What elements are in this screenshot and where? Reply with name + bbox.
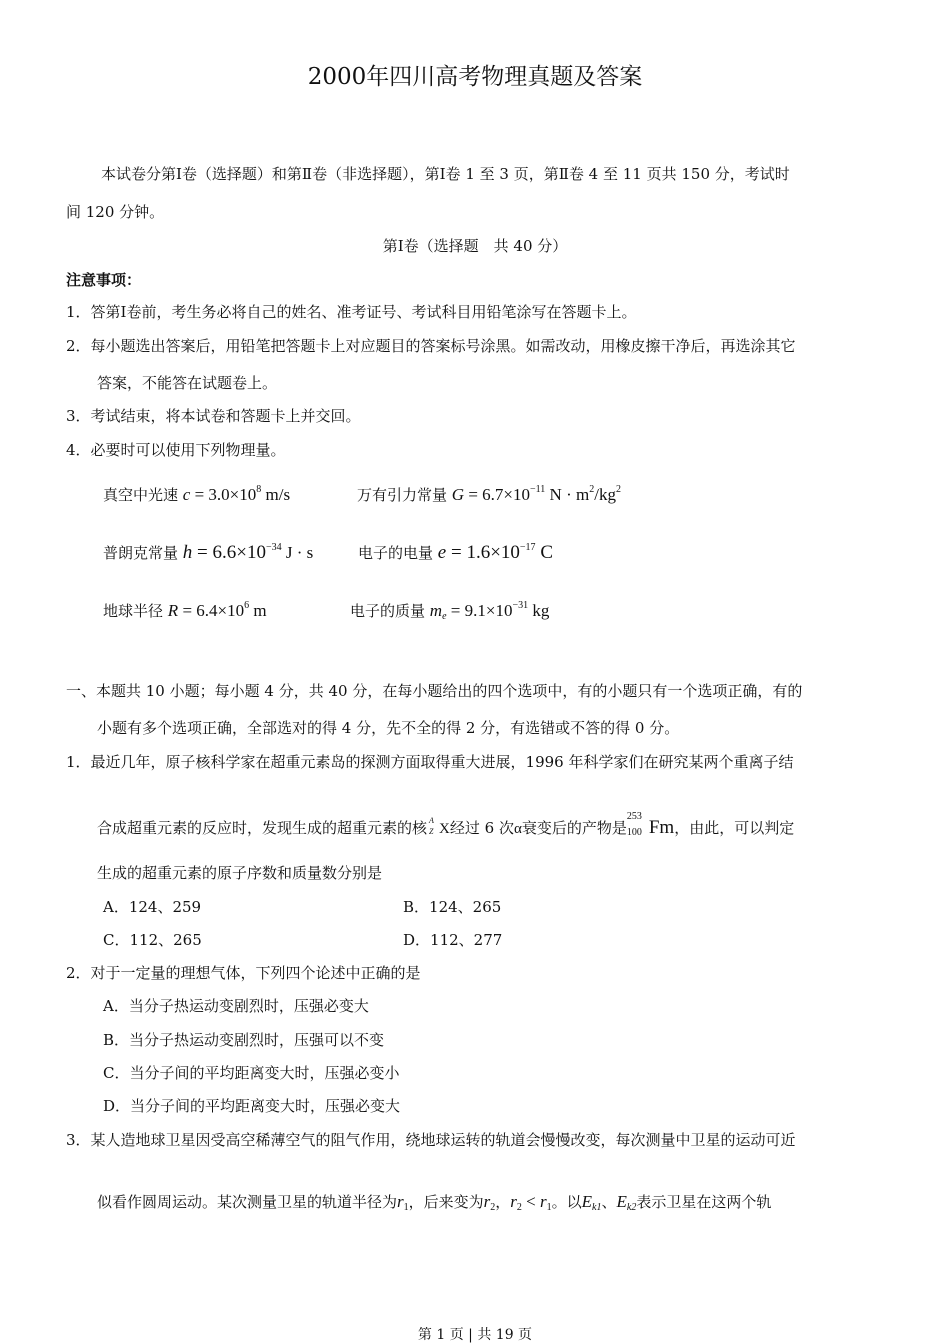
constant-formula: $m_e = 9.1\times 10^{-31}$ kg xyxy=(429,600,550,622)
r2-symbol: $r_2$ xyxy=(483,1192,496,1213)
nuclide-fm: 253 100 xyxy=(626,811,642,838)
note-item-2-line-2: 答案，不能答在试题卷上。 xyxy=(97,374,278,392)
intro-line-1: 本试卷分第Ⅰ卷（选择题）和第Ⅱ卷（非选择题），第Ⅰ卷 1 至 3 页，第Ⅱ卷 4 至 11 页共 150 分，考试时 xyxy=(101,165,790,183)
constant-electron-charge xyxy=(358,543,553,563)
constant-electron-mass xyxy=(350,601,549,621)
q1-line-2: 合成超重元素的反应时，发现生成的超重元素的核 A Z X经过 6 次α衰变后的产物是 253 100 Fm，由此，可以判定 xyxy=(97,811,795,838)
page-footer: 第 1 页 | 共 19 页 xyxy=(417,1327,533,1343)
constant-label: 万有引力常量 xyxy=(357,486,448,504)
constant-formula: $c = 3.0\times 10^8$ m/s xyxy=(182,484,291,504)
constant-planck xyxy=(103,543,313,563)
notes-heading: 注意事项： xyxy=(66,271,142,289)
q2-option-b: B．当分子热运动变剧烈时，压强可以不变 xyxy=(103,1031,385,1049)
part1-line-2: 小题有多个选项正确，全部选对的得 4 分，先不全的得 2 分，有选错或不答的得 0 分。 xyxy=(97,719,680,737)
constant-label: 电子的质量 xyxy=(350,602,426,620)
q1-line-3: 生成的超重元素的原子序数和质量数分别是 xyxy=(97,864,383,882)
constant-earth-radius xyxy=(103,601,267,621)
note-item-1: 1．答第Ⅰ卷前，考生务必将自己的姓名、准考证号、考试科目用铅笔涂写在答题卡上。 xyxy=(66,303,637,321)
constant-label: 真空中光速 xyxy=(103,486,179,504)
page-title: 2000年四川高考物理真题及答案 xyxy=(307,64,643,90)
constant-formula: $G = 6.7\times 10^{-11}$ $N \cdot m^2/kg^2$ xyxy=(451,484,621,504)
r1-symbol: $r_1$ xyxy=(397,1192,409,1213)
part1-line-1: 一、本题共 10 小题；每小题 4 分，共 40 分，在每小题给出的四个选项中，有的小题只有一个选项正确，有的 xyxy=(66,682,803,700)
intro-line-2: 间 120 分钟。 xyxy=(66,203,165,221)
nuclide-x: A Z xyxy=(429,816,434,836)
alpha-symbol: α xyxy=(513,821,522,837)
ek1-symbol: $E_{k1}$ xyxy=(581,1192,602,1213)
note-item-3: 3．考试结束，将本试卷和答题卡上并交回。 xyxy=(66,407,361,425)
constant-label: 电子的电量 xyxy=(358,544,434,562)
constant-formula: $h = 6.6\times 10^{-34}$ J · s xyxy=(182,542,314,563)
section-heading: 第Ⅰ卷（选择题 共 40 分） xyxy=(382,237,568,255)
inequality: $r_2 < r_1$ xyxy=(510,1192,552,1213)
note-item-4: 4．必要时可以使用下列物理量。 xyxy=(66,441,286,459)
q1-option-a: A．124、259 xyxy=(103,898,202,916)
q1-option-c: C．112、265 xyxy=(103,931,202,949)
q1-line-1: 1．最近几年，原子核科学家在超重元素岛的探测方面取得重大进展，1996 年科学家们在研究某两个重离子结 xyxy=(66,753,794,771)
q2-option-c: C．当分子间的平均距离变大时，压强必变小 xyxy=(103,1064,400,1082)
constant-formula: $R = 6.4\times 10^6$ m xyxy=(167,600,267,620)
q2-option-d: D．当分子间的平均距离变大时，压强必变大 xyxy=(103,1097,401,1115)
q3-line-1: 3．某人造地球卫星因受高空稀薄空气的阻气作用，绕地球运转的轨道会慢慢改变，每次测量中卫星的运动可近 xyxy=(66,1131,796,1149)
constant-speed-of-light xyxy=(103,485,290,505)
constant-label: 普朗克常量 xyxy=(103,544,179,562)
note-item-2-line-1: 2．每小题选出答案后，用铅笔把答题卡上对应题目的答案标号涂黑。如需改动，用橡皮擦干净后，再选涂其它 xyxy=(66,337,796,355)
constant-label: 地球半径 xyxy=(103,602,164,620)
q3-line-2: 似看作圆周运动。某次测量卫星的轨道半径为$r_1$，后来变为$r_2$，$r_2 < r_1$。以$E_{k1}$、$E_{k2}$表示卫星在这两个轨 xyxy=(97,1192,772,1213)
q1-option-b: B．124、265 xyxy=(403,898,502,916)
ek2-symbol: $E_{k2}$ xyxy=(616,1192,637,1213)
q2-option-a: A．当分子热运动变剧烈时，压强必变大 xyxy=(103,997,369,1015)
q1-option-d: D．112、277 xyxy=(403,931,503,949)
constant-formula: $e = 1.6\times 10^{-17}$ C xyxy=(437,542,553,563)
q2-stem: 2．对于一定量的理想气体，下列四个论述中正确的是 xyxy=(66,964,421,982)
constant-gravitation xyxy=(357,485,621,505)
